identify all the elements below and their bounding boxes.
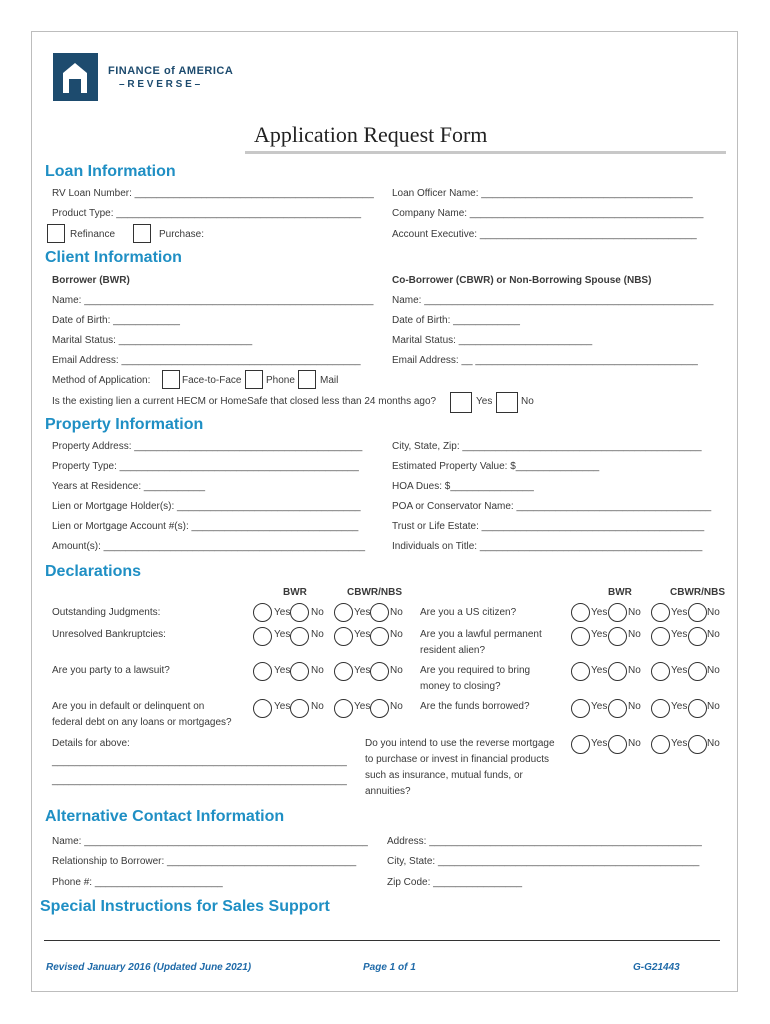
default-bwr-yes-radio[interactable] xyxy=(253,699,272,718)
yes-label: Yes xyxy=(671,629,688,640)
details-line-1[interactable]: _____________________________________________________ xyxy=(52,756,347,767)
invest-cbwr-no-radio[interactable] xyxy=(688,735,707,754)
company-name-field[interactable]: Company Name: __________________________________________ xyxy=(392,208,704,219)
yes-label: Yes xyxy=(274,665,291,676)
purchase-label: Purchase: xyxy=(159,229,205,240)
q-invest-line4: annuities? xyxy=(365,786,411,797)
citizen-bwr-no-radio[interactable] xyxy=(608,603,627,622)
no-label: No xyxy=(311,701,324,712)
q-judgments: Outstanding Judgments: xyxy=(52,607,161,618)
citizen-bwr-yes-radio[interactable] xyxy=(571,603,590,622)
section-loan-heading: Loan Information xyxy=(45,163,176,180)
lien-no-label: No xyxy=(521,396,534,407)
yes-label: Yes xyxy=(274,629,291,640)
city-state-zip-field[interactable]: City, State, Zip: ___________________________________________ xyxy=(392,441,702,452)
bankruptcies-bwr-yes-radio[interactable] xyxy=(253,627,272,646)
yes-label: Yes xyxy=(354,629,371,640)
resident-bwr-no-radio[interactable] xyxy=(608,627,627,646)
money-bwr-yes-radio[interactable] xyxy=(571,662,590,681)
q-invest-line2: to purchase or invest in financial products xyxy=(365,754,549,765)
mail-label: Mail xyxy=(320,375,339,386)
yes-label: Yes xyxy=(591,665,608,676)
yes-label: Yes xyxy=(354,607,371,618)
borrowed-cbwr-yes-radio[interactable] xyxy=(651,699,670,718)
q-default-line2: federal debt on any loans or mortgages? xyxy=(52,717,232,728)
lawsuit-cbwr-yes-radio[interactable] xyxy=(334,662,353,681)
logo-text-line2: – R E V E R S E – xyxy=(119,79,201,90)
cbwr-column-header-right: CBWR/NBS xyxy=(670,587,725,598)
borrower-dob-field[interactable]: Date of Birth: ____________ xyxy=(52,315,180,326)
alt-city-field[interactable]: City, State: _______________________________________________ xyxy=(387,856,700,867)
borrower-name-field[interactable]: Name: ____________________________________________________ xyxy=(52,295,374,306)
section-alt-contact-heading: Alternative Contact Information xyxy=(45,808,285,825)
poa-field[interactable]: POA or Conservator Name: ___________________________________ xyxy=(392,501,712,512)
no-label: No xyxy=(707,701,720,712)
q-money-line1: Are you required to bring xyxy=(420,665,531,676)
alt-zip-field[interactable]: Zip Code: ________________ xyxy=(387,877,523,888)
no-label: No xyxy=(311,629,324,640)
yes-label: Yes xyxy=(354,701,371,712)
page-title: Application Request Form xyxy=(254,122,488,147)
yes-label: Yes xyxy=(671,738,688,749)
yes-label: Yes xyxy=(274,701,291,712)
default-cbwr-yes-radio[interactable] xyxy=(334,699,353,718)
bankruptcies-cbwr-yes-radio[interactable] xyxy=(334,627,353,646)
rv-loan-number-field[interactable]: RV Loan Number: ___________________________________________ xyxy=(52,188,374,199)
borrower-heading: Borrower (BWR) xyxy=(52,275,130,286)
purchase-checkbox[interactable] xyxy=(133,224,151,243)
no-label: No xyxy=(390,607,403,618)
alt-name-field[interactable]: Name: ___________________________________________________ xyxy=(52,836,368,847)
citizen-cbwr-yes-radio[interactable] xyxy=(651,603,670,622)
invest-bwr-no-radio[interactable] xyxy=(608,735,627,754)
bwr-column-header-right: BWR xyxy=(608,587,632,598)
borrowed-bwr-yes-radio[interactable] xyxy=(571,699,590,718)
money-cbwr-no-radio[interactable] xyxy=(688,662,707,681)
no-label: No xyxy=(390,701,403,712)
logo-text-line1: FINANCE of AMERICA xyxy=(108,65,234,77)
phone-checkbox[interactable] xyxy=(245,370,263,389)
special-instructions-line[interactable] xyxy=(44,940,720,941)
judgments-bwr-no-radio[interactable] xyxy=(290,603,309,622)
money-cbwr-yes-radio[interactable] xyxy=(651,662,670,681)
loan-officer-field[interactable]: Loan Officer Name: ______________________________________ xyxy=(392,188,693,199)
yes-label: Yes xyxy=(591,629,608,640)
q-resident-line1: Are you a lawful permanent xyxy=(420,629,542,640)
co-borrower-heading: Co-Borrower (CBWR) or Non-Borrowing Spouse (NBS) xyxy=(392,275,652,286)
coborrower-marital-field[interactable]: Marital Status: ________________________ xyxy=(392,335,593,346)
borrower-marital-field[interactable]: Marital Status: ________________________ xyxy=(52,335,253,346)
footer-revised: Revised January 2016 (Updated June 2021) xyxy=(46,962,252,973)
bwr-column-header-left: BWR xyxy=(283,587,307,598)
mail-checkbox[interactable] xyxy=(298,370,316,389)
individuals-title-field[interactable]: Individuals on Title: ________________________________________ xyxy=(392,541,703,552)
refinance-label: Refinance xyxy=(70,229,116,240)
footer-form-code: G-G21443 xyxy=(633,962,680,973)
default-bwr-no-radio[interactable] xyxy=(290,699,309,718)
method-label: Method of Application: xyxy=(52,375,151,386)
q-bankruptcies: Unresolved Bankruptcies: xyxy=(52,629,166,640)
no-label: No xyxy=(628,701,641,712)
lien-yes-checkbox[interactable] xyxy=(450,392,472,413)
invest-bwr-yes-radio[interactable] xyxy=(571,735,590,754)
property-address-field[interactable]: Property Address: _________________________________________ xyxy=(52,441,363,452)
lawsuit-bwr-no-radio[interactable] xyxy=(290,662,309,681)
lien-yes-label: Yes xyxy=(476,396,493,407)
phone-label: Phone xyxy=(266,375,295,386)
resident-cbwr-yes-radio[interactable] xyxy=(651,627,670,646)
face-to-face-label: Face-to-Face xyxy=(182,375,242,386)
q-money-line2: money to closing? xyxy=(420,681,501,692)
yes-label: Yes xyxy=(354,665,371,676)
q-borrowed: Are the funds borrowed? xyxy=(420,701,530,712)
alt-relationship-field[interactable]: Relationship to Borrower: __________________________________ xyxy=(52,856,357,867)
lawsuit-bwr-yes-radio[interactable] xyxy=(253,662,272,681)
q-invest-line1: Do you intend to use the reverse mortgage xyxy=(365,738,555,749)
coborrower-email-field[interactable]: Email Address: __ ________________________________________ xyxy=(392,355,698,366)
cbwr-column-header-left: CBWR/NBS xyxy=(347,587,402,598)
borrower-email-field[interactable]: Email Address: ___________________________________________ xyxy=(52,355,361,366)
yes-label: Yes xyxy=(591,607,608,618)
no-label: No xyxy=(390,629,403,640)
citizen-cbwr-no-radio[interactable] xyxy=(688,603,707,622)
refinance-checkbox[interactable] xyxy=(47,224,65,243)
borrowed-cbwr-no-radio[interactable] xyxy=(688,699,707,718)
title-divider xyxy=(245,151,726,154)
years-residence-field[interactable]: Years at Residence: ___________ xyxy=(52,481,206,492)
lien-holder-field[interactable]: Lien or Mortgage Holder(s): _________________________________ xyxy=(52,501,361,512)
no-label: No xyxy=(390,665,403,676)
section-property-heading: Property Information xyxy=(45,416,204,433)
money-bwr-no-radio[interactable] xyxy=(608,662,627,681)
invest-cbwr-yes-radio[interactable] xyxy=(651,735,670,754)
logo-mark xyxy=(53,53,98,101)
no-label: No xyxy=(628,629,641,640)
no-label: No xyxy=(707,738,720,749)
property-value-field[interactable]: Estimated Property Value: $_______________ xyxy=(392,461,600,472)
footer-page-number: Page 1 of 1 xyxy=(363,962,416,973)
details-label: Details for above: xyxy=(52,738,130,749)
section-special-instructions-heading: Special Instructions for Sales Support xyxy=(40,898,330,915)
coborrower-dob-field[interactable]: Date of Birth: ____________ xyxy=(392,315,520,326)
no-label: No xyxy=(628,738,641,749)
details-line-2[interactable]: _____________________________________________________ xyxy=(52,775,347,786)
amounts-field[interactable]: Amount(s): _______________________________________________ xyxy=(52,541,366,552)
yes-label: Yes xyxy=(274,607,291,618)
bankruptcies-bwr-no-radio[interactable] xyxy=(290,627,309,646)
no-label: No xyxy=(628,665,641,676)
q-invest-line3: such as insurance, mutual funds, or xyxy=(365,770,523,781)
judgments-bwr-yes-radio[interactable] xyxy=(253,603,272,622)
no-label: No xyxy=(311,607,324,618)
default-cbwr-no-radio[interactable] xyxy=(370,699,389,718)
judgments-cbwr-no-radio[interactable] xyxy=(370,603,389,622)
hoa-dues-field[interactable]: HOA Dues: $_______________ xyxy=(392,481,534,492)
lien-account-field[interactable]: Lien or Mortgage Account #(s): ______________________________ xyxy=(52,521,359,532)
yes-label: Yes xyxy=(591,738,608,749)
no-label: No xyxy=(311,665,324,676)
product-type-field[interactable]: Product Type: ____________________________________________ xyxy=(52,208,362,219)
yes-label: Yes xyxy=(671,607,688,618)
account-executive-field[interactable]: Account Executive: _______________________________________ xyxy=(392,229,697,240)
judgments-cbwr-yes-radio[interactable] xyxy=(334,603,353,622)
coborrower-name-field[interactable]: Name: ____________________________________________________ xyxy=(392,295,714,306)
q-citizen: Are you a US citizen? xyxy=(420,607,517,618)
bankruptcies-cbwr-no-radio[interactable] xyxy=(370,627,389,646)
no-label: No xyxy=(707,665,720,676)
yes-label: Yes xyxy=(671,665,688,676)
trust-field[interactable]: Trust or Life Estate: ________________________________________ xyxy=(392,521,705,532)
no-label: No xyxy=(707,607,720,618)
lien-question: Is the existing lien a current HECM or HomeSafe that closed less than 24 months ago? xyxy=(52,396,437,407)
no-label: No xyxy=(628,607,641,618)
no-label: No xyxy=(707,629,720,640)
alt-phone-field[interactable]: Phone #: _______________________ xyxy=(52,877,223,888)
lien-no-checkbox[interactable] xyxy=(496,392,518,413)
resident-cbwr-no-radio[interactable] xyxy=(688,627,707,646)
section-client-heading: Client Information xyxy=(45,249,182,266)
alt-address-field[interactable]: Address: _________________________________________________ xyxy=(387,836,702,847)
resident-bwr-yes-radio[interactable] xyxy=(571,627,590,646)
q-lawsuit: Are you party to a lawsuit? xyxy=(52,665,170,676)
yes-label: Yes xyxy=(671,701,688,712)
yes-label: Yes xyxy=(591,701,608,712)
borrowed-bwr-no-radio[interactable] xyxy=(608,699,627,718)
q-resident-line2: resident alien? xyxy=(420,645,486,656)
property-type-field[interactable]: Property Type: ___________________________________________ xyxy=(52,461,359,472)
section-declarations-heading: Declarations xyxy=(45,563,142,580)
house-logo-icon xyxy=(53,53,98,101)
q-default-line1: Are you in default or delinquent on xyxy=(52,701,205,712)
lawsuit-cbwr-no-radio[interactable] xyxy=(370,662,389,681)
face-to-face-checkbox[interactable] xyxy=(162,370,180,389)
